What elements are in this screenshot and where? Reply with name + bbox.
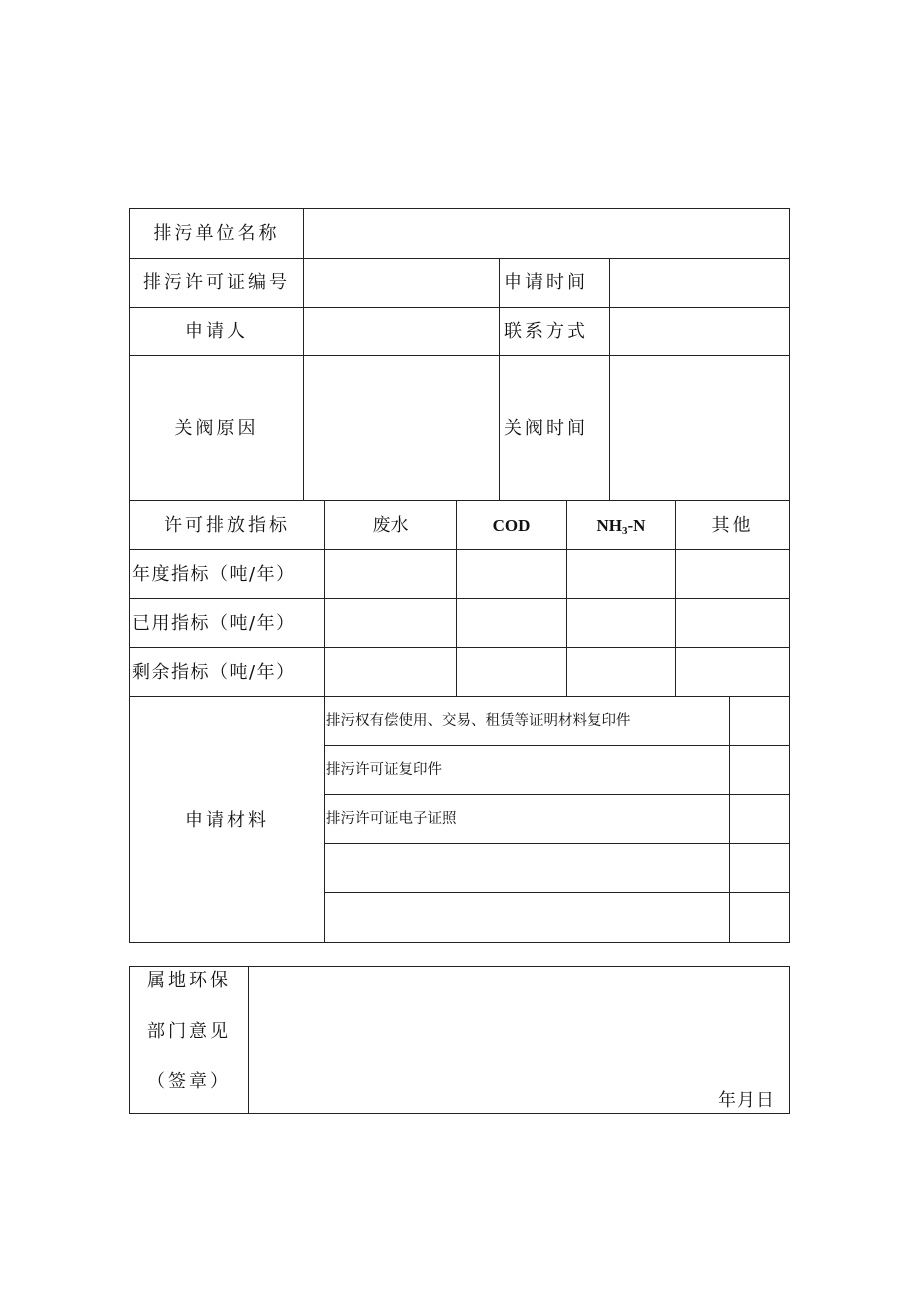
row-line bbox=[324, 843, 790, 844]
material-item: 排污许可证电子证照 bbox=[326, 811, 457, 827]
annual-wastewater-field[interactable] bbox=[326, 551, 455, 597]
apply-time-field[interactable] bbox=[611, 260, 788, 306]
used-wastewater-field[interactable] bbox=[326, 600, 455, 646]
row-line bbox=[129, 549, 790, 550]
table-border-right bbox=[789, 208, 790, 943]
col-line bbox=[324, 500, 325, 943]
close-reason-field[interactable] bbox=[305, 357, 498, 499]
table-border-bottom bbox=[129, 942, 790, 943]
material-extra-field[interactable] bbox=[326, 845, 728, 891]
annual-index-label: 年度指标（吨/年） bbox=[132, 564, 296, 585]
opinion-field[interactable] bbox=[250, 968, 788, 1088]
contact-field[interactable] bbox=[611, 309, 788, 354]
opinion-border-right bbox=[789, 966, 790, 1114]
remaining-index-label: 剩余指标（吨/年） bbox=[132, 662, 296, 683]
remaining-wastewater-field[interactable] bbox=[326, 649, 455, 695]
used-nh3n-field[interactable] bbox=[568, 600, 674, 646]
applicant-field[interactable] bbox=[305, 309, 498, 354]
remaining-other-field[interactable] bbox=[677, 649, 788, 695]
annual-nh3n-field[interactable] bbox=[568, 551, 674, 597]
materials-label: 申请材料 bbox=[185, 810, 269, 831]
annual-other-field[interactable] bbox=[677, 551, 788, 597]
col-line bbox=[729, 696, 730, 943]
col-line bbox=[609, 258, 610, 501]
material-item: 排污权有偿使用、交易、租赁等证明材料复印件 bbox=[326, 713, 631, 729]
material-check-cell[interactable] bbox=[731, 796, 788, 842]
material-extra-field[interactable] bbox=[326, 894, 728, 941]
annual-cod-field[interactable] bbox=[458, 551, 565, 597]
permit-number-field[interactable] bbox=[305, 260, 498, 306]
row-line bbox=[129, 500, 790, 501]
apply-time-label: 申请时间 bbox=[504, 272, 588, 293]
unit-name-label: 排污单位名称 bbox=[153, 223, 280, 244]
remaining-nh3n-field[interactable] bbox=[568, 649, 674, 695]
row-line bbox=[129, 355, 790, 356]
row-line bbox=[324, 892, 790, 893]
row-line bbox=[129, 598, 790, 599]
column-wastewater: 废水 bbox=[372, 515, 409, 536]
table-border-top bbox=[129, 208, 790, 209]
col-line bbox=[303, 208, 304, 501]
column-nh3n: $NH_3-N$ bbox=[596, 516, 646, 537]
row-line bbox=[129, 307, 790, 308]
material-check-cell[interactable] bbox=[731, 747, 788, 793]
material-check-cell[interactable] bbox=[731, 894, 788, 941]
table-border-left bbox=[129, 208, 130, 943]
opinion-border-bottom bbox=[129, 1113, 790, 1114]
permit-index-label: 许可排放指标 bbox=[164, 515, 290, 536]
opinion-date: 年月日 bbox=[718, 1090, 775, 1111]
close-time-field[interactable] bbox=[611, 357, 788, 499]
material-item: 排污许可证复印件 bbox=[326, 762, 442, 778]
row-line bbox=[324, 794, 790, 795]
col-line bbox=[499, 258, 500, 501]
unit-name-field[interactable] bbox=[305, 210, 788, 257]
permit-number-label: 排污许可证编号 bbox=[143, 272, 290, 293]
contact-label: 联系方式 bbox=[504, 321, 588, 342]
column-other: 其他 bbox=[711, 515, 754, 536]
row-line bbox=[129, 647, 790, 648]
opinion-label-line2: 部门意见 bbox=[147, 1021, 231, 1042]
opinion-label-line1: 属地环保 bbox=[147, 970, 231, 991]
used-index-label: 已用指标（吨/年） bbox=[132, 613, 296, 634]
material-check-cell[interactable] bbox=[731, 698, 788, 744]
row-line bbox=[129, 258, 790, 259]
row-line bbox=[324, 745, 790, 746]
opinion-label-line3: （签章） bbox=[147, 1071, 231, 1092]
material-check-cell[interactable] bbox=[731, 845, 788, 891]
row-line bbox=[129, 696, 790, 697]
applicant-label: 申请人 bbox=[185, 321, 248, 342]
used-cod-field[interactable] bbox=[458, 600, 565, 646]
used-other-field[interactable] bbox=[677, 600, 788, 646]
close-time-label: 关阀时间 bbox=[504, 418, 588, 439]
remaining-cod-field[interactable] bbox=[458, 649, 565, 695]
column-cod: COD bbox=[492, 516, 531, 535]
close-reason-label: 关阀原因 bbox=[174, 418, 259, 439]
opinion-border-top bbox=[129, 966, 790, 967]
